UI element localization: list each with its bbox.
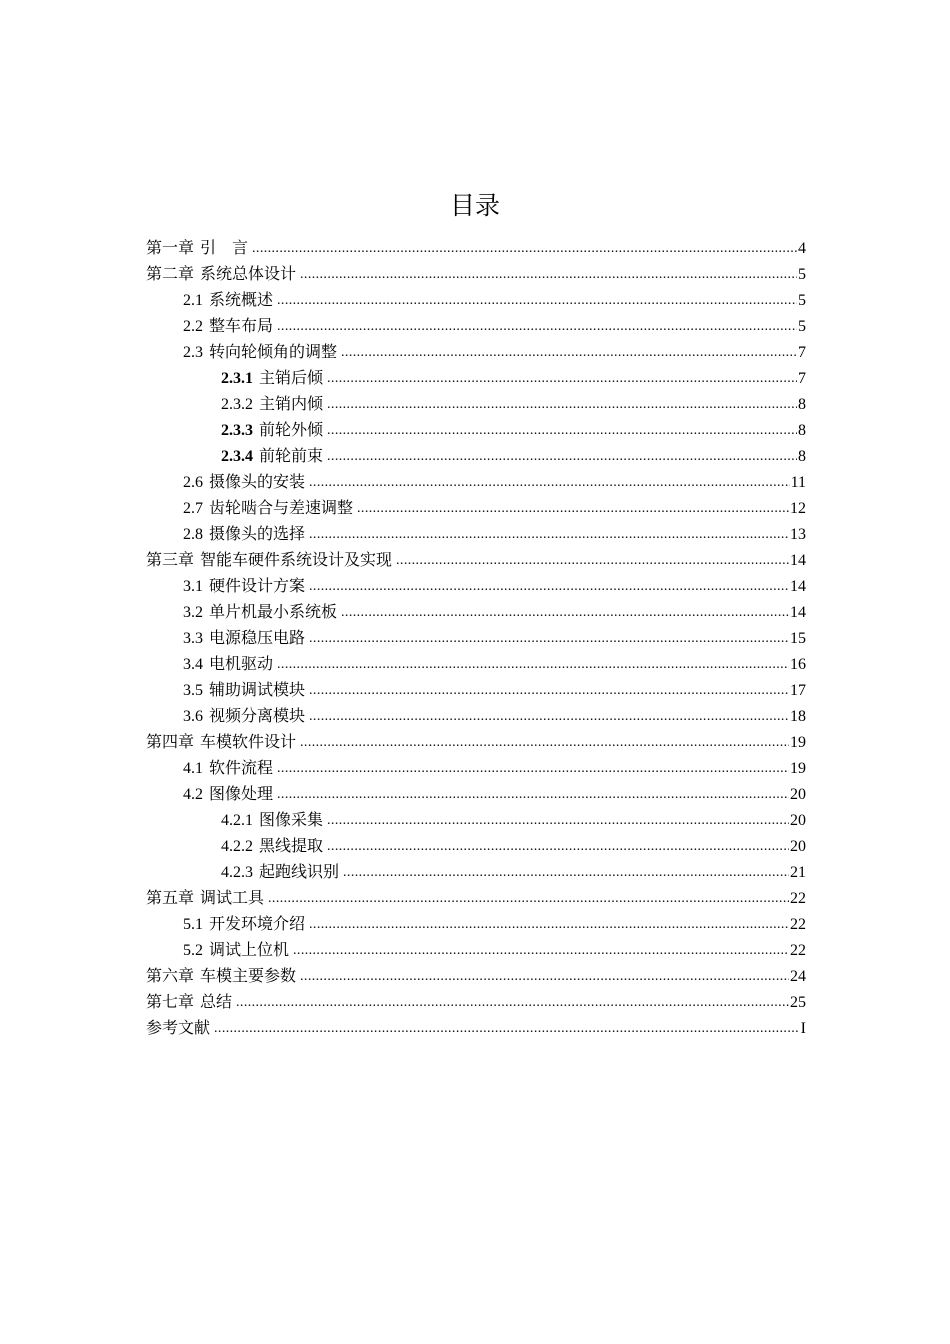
toc-entry-number: 5.1	[183, 916, 203, 933]
toc-entry-label: 调试工具	[200, 890, 265, 907]
dot-leader	[268, 889, 789, 909]
toc-entry-label: 摄像头的安装	[209, 474, 306, 491]
toc-entry[interactable]	[146, 285, 806, 311]
toc-entry[interactable]	[146, 259, 806, 285]
toc-entry-number: 2.3.1	[221, 370, 253, 387]
toc-entry-number: 第一章	[146, 240, 195, 257]
toc-entry-page: 20	[790, 838, 806, 855]
toc-entry[interactable]	[146, 701, 806, 727]
toc-entry-label: 总结	[200, 994, 233, 1011]
dot-leader	[327, 837, 789, 857]
toc-entry[interactable]	[146, 675, 806, 701]
dot-leader	[236, 993, 789, 1013]
toc-entry-label: 图像处理	[209, 786, 274, 803]
dot-leader	[309, 707, 789, 727]
toc-entry-page: 5	[798, 266, 806, 283]
toc-entry[interactable]	[146, 805, 806, 831]
toc-entry-number: 2.1	[183, 292, 203, 309]
toc-entry-label: 电源稳压电路	[209, 630, 306, 647]
dot-leader	[309, 525, 789, 545]
dot-leader	[343, 863, 789, 883]
toc-entry-page: 18	[790, 708, 806, 725]
toc-entry-label: 图像采集	[259, 812, 324, 829]
toc-entry-page: 16	[790, 656, 806, 673]
toc-entry-page: 8	[798, 422, 806, 439]
toc-entry-page: 21	[790, 864, 806, 881]
toc-entry-page: 5	[798, 292, 806, 309]
toc-entry[interactable]	[146, 415, 806, 441]
toc-entry-page: 14	[790, 552, 806, 569]
dot-leader	[300, 265, 797, 285]
toc-entry-label: 主销内倾	[259, 396, 324, 413]
toc-entry-number: 第四章	[146, 734, 195, 751]
toc-entry-number: 第三章	[146, 552, 195, 569]
toc-entry[interactable]	[146, 727, 806, 753]
toc-entry-number: 4.2.2	[221, 838, 253, 855]
toc-entry-label: 视频分离模块	[209, 708, 306, 725]
toc-entry-number: 3.2	[183, 604, 203, 621]
toc-entry[interactable]	[146, 571, 806, 597]
toc-entry-label: 齿轮啮合与差速调整	[209, 500, 354, 517]
toc-entry[interactable]	[146, 441, 806, 467]
toc-entry-number: 2.6	[183, 474, 203, 491]
toc-entry-page: 12	[790, 500, 806, 517]
toc-entry-label: 辅助调试模块	[209, 682, 306, 699]
toc-entry-number: 3.6	[183, 708, 203, 725]
toc-entry-number: 3.5	[183, 682, 203, 699]
dot-leader	[396, 551, 789, 571]
toc-entry-label: 软件流程	[209, 760, 274, 777]
toc-entry-label: 开发环境介绍	[209, 916, 306, 933]
dot-leader	[341, 343, 797, 363]
toc-entry[interactable]	[146, 779, 806, 805]
toc-entry[interactable]	[146, 831, 806, 857]
toc-entry-number: 4.2.3	[221, 864, 253, 881]
dot-leader	[277, 785, 789, 805]
toc-entry[interactable]	[146, 883, 806, 909]
dot-leader	[309, 681, 789, 701]
toc-entry-page: 22	[790, 916, 806, 933]
table-of-contents	[146, 233, 806, 1039]
dot-leader	[327, 421, 797, 441]
toc-entry-page: 4	[798, 240, 806, 257]
dot-leader	[309, 473, 790, 493]
toc-entry[interactable]	[146, 389, 806, 415]
toc-entry-page: 13	[790, 526, 806, 543]
toc-entry-page: 20	[790, 812, 806, 829]
dot-leader	[327, 395, 797, 415]
toc-entry-number: 4.2.1	[221, 812, 253, 829]
dot-leader	[214, 1019, 800, 1039]
toc-entry[interactable]	[146, 623, 806, 649]
dot-leader	[309, 915, 789, 935]
toc-entry-page: 22	[790, 942, 806, 959]
toc-entry-label: 主销后倾	[259, 370, 324, 387]
dot-leader	[309, 577, 789, 597]
dot-leader	[357, 499, 789, 519]
toc-entry-number: 2.3.3	[221, 422, 253, 439]
toc-entry-page: 11	[790, 474, 806, 491]
toc-entry[interactable]	[146, 909, 806, 935]
toc-entry-number: 5.2	[183, 942, 203, 959]
dot-leader	[327, 447, 797, 467]
toc-entry[interactable]	[146, 363, 806, 389]
toc-entry-page: 8	[798, 448, 806, 465]
toc-entry-label: 电机驱动	[209, 656, 274, 673]
toc-entry-number: 第五章	[146, 890, 195, 907]
dot-leader	[300, 733, 789, 753]
toc-entry-page: I	[800, 1020, 806, 1037]
toc-entry[interactable]	[146, 857, 806, 883]
toc-entry-number: 第七章	[146, 994, 195, 1011]
toc-entry-page: 20	[790, 786, 806, 803]
toc-entry-number: 4.1	[183, 760, 203, 777]
toc-entry-page: 14	[790, 604, 806, 621]
toc-entry-page: 24	[790, 968, 806, 985]
dot-leader	[277, 655, 789, 675]
toc-entry-page: 19	[790, 760, 806, 777]
toc-entry-page: 15	[790, 630, 806, 647]
toc-entry-label: 系统总体设计	[200, 266, 297, 283]
dot-leader	[327, 811, 789, 831]
toc-entry-number: 2.3.4	[221, 448, 253, 465]
dot-leader	[300, 967, 789, 987]
toc-entry-number: 3.4	[183, 656, 203, 673]
toc-entry-page: 22	[790, 890, 806, 907]
dot-leader	[341, 603, 789, 623]
toc-entry-label: 硬件设计方案	[209, 578, 306, 595]
toc-entry-label: 车模主要参数	[200, 968, 297, 985]
toc-entry-label: 前轮外倾	[259, 422, 324, 439]
toc-entry[interactable]	[146, 233, 806, 259]
toc-entry-label: 前轮前束	[259, 448, 324, 465]
toc-entry-number: 第二章	[146, 266, 195, 283]
toc-entry-label: 摄像头的选择	[209, 526, 306, 543]
toc-entry-number: 2.3	[183, 344, 203, 361]
toc-entry-page: 8	[798, 396, 806, 413]
toc-entry-label: 黑线提取	[259, 838, 324, 855]
toc-entry-label: 参考文献	[146, 1020, 211, 1037]
toc-entry[interactable]	[146, 1013, 806, 1039]
toc-entry-page: 7	[798, 344, 806, 361]
toc-entry-page: 17	[790, 682, 806, 699]
toc-entry-number: 第六章	[146, 968, 195, 985]
toc-entry-label: 系统概述	[209, 292, 274, 309]
dot-leader	[277, 317, 797, 337]
toc-entry-label: 整车布局	[209, 318, 274, 335]
dot-leader	[277, 291, 797, 311]
toc-entry-number: 3.1	[183, 578, 203, 595]
toc-entry[interactable]	[146, 597, 806, 623]
toc-entry[interactable]	[146, 545, 806, 571]
toc-entry-label: 智能车硬件系统设计及实现	[200, 552, 393, 569]
dot-leader	[293, 941, 789, 961]
toc-entry[interactable]	[146, 337, 806, 363]
toc-entry-label: 车模软件设计	[200, 734, 297, 751]
toc-entry-label: 单片机最小系统板	[209, 604, 338, 621]
toc-entry[interactable]	[146, 753, 806, 779]
toc-entry-page: 14	[790, 578, 806, 595]
toc-entry-number: 4.2	[183, 786, 203, 803]
toc-entry[interactable]	[146, 519, 806, 545]
toc-entry-page: 5	[798, 318, 806, 335]
toc-entry[interactable]	[146, 649, 806, 675]
toc-entry-page: 7	[798, 370, 806, 387]
toc-entry-number: 3.3	[183, 630, 203, 647]
toc-entry[interactable]	[146, 493, 806, 519]
toc-entry-page: 19	[790, 734, 806, 751]
toc-entry-number: 2.2	[183, 318, 203, 335]
dot-leader	[309, 629, 789, 649]
dot-leader	[277, 759, 789, 779]
toc-entry-number: 2.3.2	[221, 396, 253, 413]
toc-entry[interactable]	[146, 467, 806, 493]
dot-leader	[252, 239, 797, 259]
toc-entry-page: 25	[790, 994, 806, 1011]
toc-entry-label: 调试上位机	[209, 942, 290, 959]
toc-entry[interactable]	[146, 935, 806, 961]
toc-entry-label: 起跑线识别	[259, 864, 340, 881]
toc-entry-number: 2.7	[183, 500, 203, 517]
toc-title: 目录	[449, 193, 500, 220]
dot-leader	[327, 369, 797, 389]
toc-entry[interactable]	[146, 961, 806, 987]
toc-entry-label: 转向轮倾角的调整	[209, 344, 338, 361]
toc-entry[interactable]	[146, 311, 806, 337]
toc-entry[interactable]	[146, 987, 806, 1013]
toc-entry-label: 引 言	[200, 240, 249, 257]
toc-entry-number: 2.8	[183, 526, 203, 543]
